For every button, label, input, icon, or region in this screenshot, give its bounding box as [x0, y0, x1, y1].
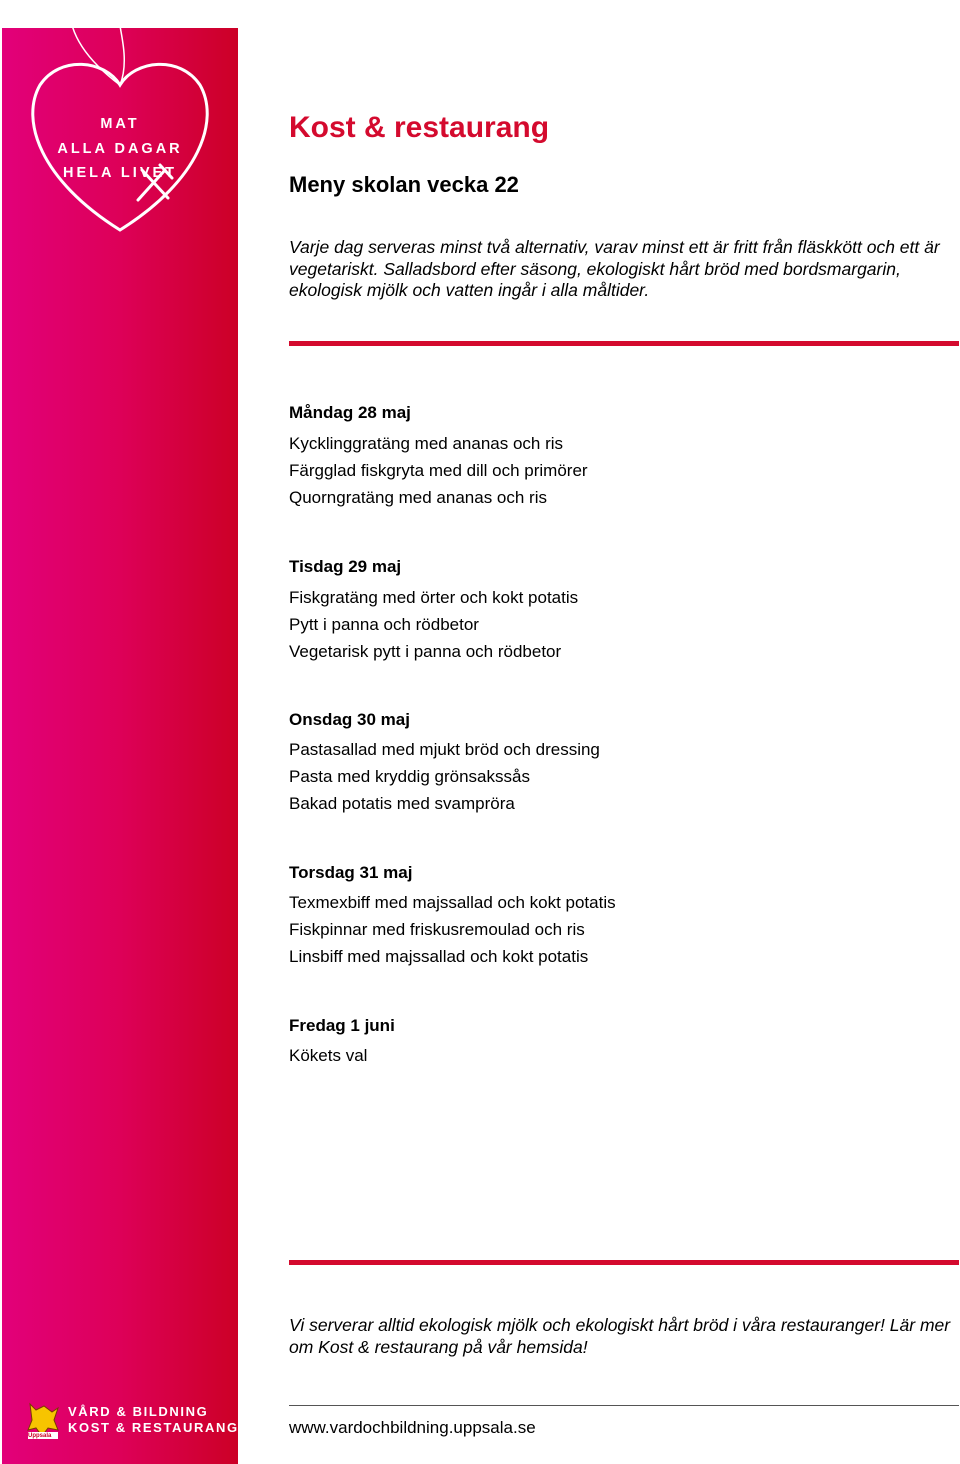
menu-item: Pytt i panna och rödbetor — [289, 615, 479, 634]
red-divider — [289, 341, 959, 346]
menu-item: Vegetarisk pytt i panna och rödbetor — [289, 642, 562, 661]
menu-item: Bakad potatis med svampröra — [289, 794, 515, 813]
bottom-logo-line-2: KOST & RESTAURANG — [68, 1420, 239, 1435]
menu-item: Linsbiff med majssallad och kokt potatis — [289, 947, 589, 966]
logo-line-2: ALLA DAGAR — [57, 141, 183, 157]
day-heading-wednesday: Onsdag 30 maj — [289, 710, 410, 729]
page-subtitle: Meny skolan vecka 22 — [289, 172, 519, 197]
day-heading-tuesday: Tisdag 29 maj — [289, 557, 402, 576]
menu-item: Kökets val — [289, 1046, 368, 1065]
page-title: Kost & restaurang — [289, 111, 550, 144]
crest-text: Uppsala — [28, 1433, 52, 1439]
logo-line-1: MAT — [100, 116, 140, 132]
vard-bildning-logo — [24, 1400, 239, 1444]
red-divider — [289, 1260, 959, 1265]
logo-line-3: HELA LIVET — [62, 165, 178, 181]
menu-item: Fiskgratäng med örter och kokt potatis — [289, 588, 579, 607]
intro-text: Varje dag serveras minst två alternativ, varav minst ett är fritt från fläskkött och ett är vegetariskt. Salladsbord efter säsong, ekologiskt hårt bröd med bordsmargarin, ekologisk mjölk och vatten ingår i alla måltider. — [289, 237, 940, 300]
menu-item: Quorngratäng med ananas och ris — [289, 488, 547, 507]
bottom-logo-line-1: VÅRD & BILDNING — [68, 1404, 209, 1419]
sidebar-band — [2, 28, 238, 1464]
menu-item: Färgglad fiskgryta med dill och primörer — [289, 461, 588, 480]
menu-item: Pasta med kryddig grönsakssås — [289, 767, 530, 786]
website-link[interactable]: www.vardochbildning.uppsala.se — [289, 1418, 536, 1437]
menu-item: Fiskpinnar med friskusremoulad och ris — [289, 920, 585, 939]
day-heading-friday: Fredag 1 juni — [289, 1016, 395, 1035]
day-heading-thursday: Torsdag 31 maj — [289, 863, 413, 882]
footer-divider — [289, 1405, 959, 1406]
day-heading-monday: Måndag 28 maj — [289, 403, 411, 422]
mat-alla-dagar-logo — [20, 0, 220, 235]
menu-item: Kycklinggratäng med ananas och ris — [289, 434, 564, 453]
menu-item: Texmexbiff med majssallad och kokt potatis — [289, 893, 616, 912]
footer-note: Vi serverar alltid ekologisk mjölk och ekologiskt hårt bröd i våra restauranger! Lär mer om Kost & restaurang på vår hemsida! — [289, 1315, 951, 1357]
menu-item: Pastasallad med mjukt bröd och dressing — [289, 740, 600, 759]
